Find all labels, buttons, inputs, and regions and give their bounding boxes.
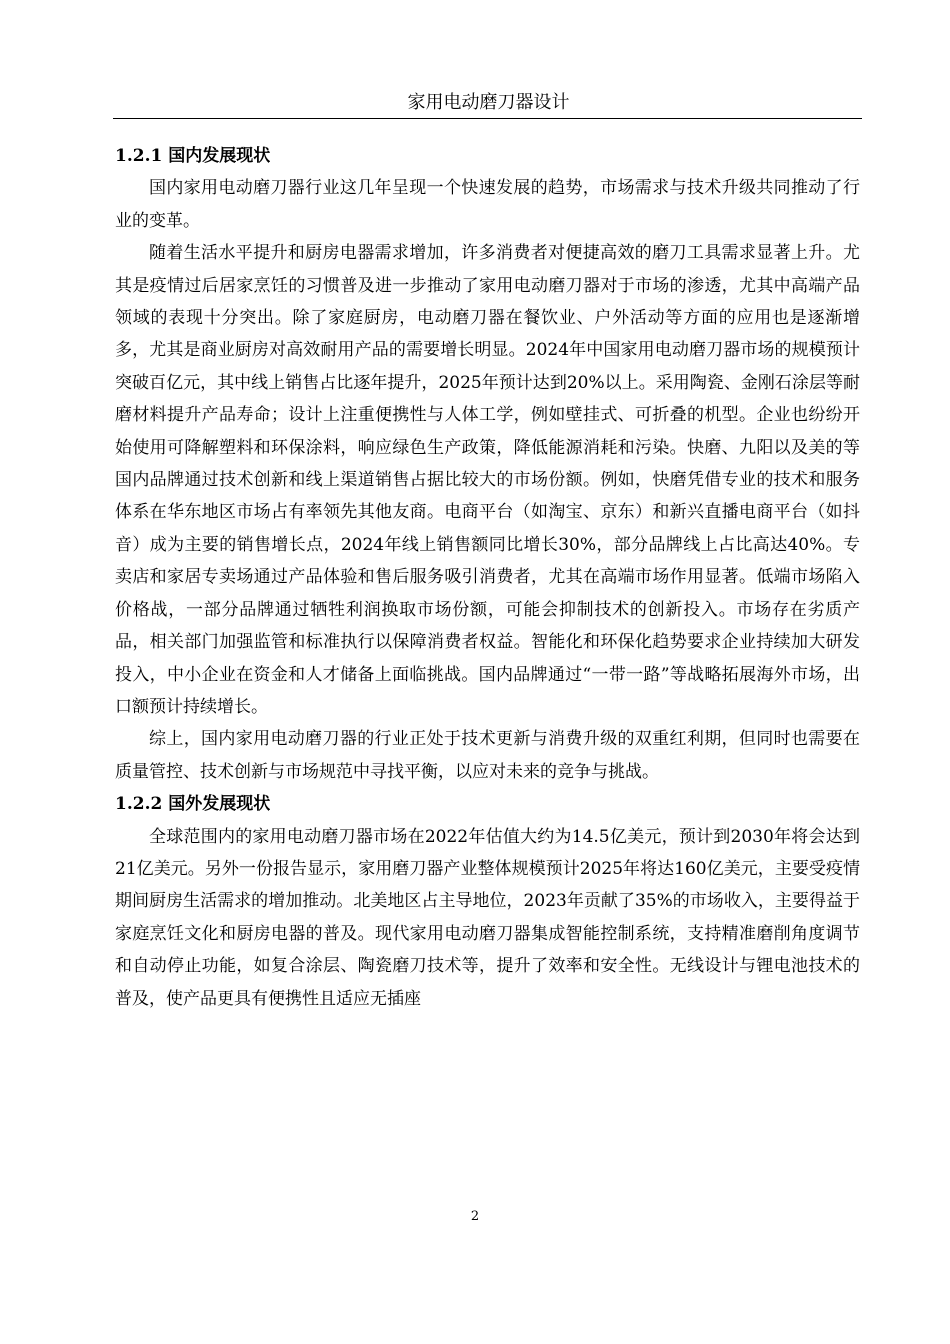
- page-number: 2: [470, 1209, 480, 1224]
- document-body: [115, 140, 860, 1015]
- section-heading-domestic: 1.2.1 国内发展现状: [115, 146, 271, 166]
- section-heading-foreign: 1.2.2 国外发展现状: [115, 794, 271, 815]
- paragraph: 综上，国内家用电动磨刀器的行业正处于技术更新与消费升级的双重红利期，但同时也需要在质量管控、技术创新与市场规范中寻找平衡，以应对未来的竞争与挑战。: [115, 729, 860, 782]
- paragraph: 全球范围内的家用电动磨刀器市场在2022年估值大约为14.5亿美元，预计到2030年将会达到21亿美元。另外一份报告显示，家用磨刀器产业整体规模预计2025年将达160亿美元，主要受疫情期间厨房生活需求的增加推动。北美地区占主导地位，2023年贡献了35%的市场收入，主要得益于家庭烹饪文化和厨房电器的普及。现代家用电动磨刀器集成智能控制系统，支持精准磨削角度调节和自动停止功能，如复合涂层、陶瓷磨刀技术等，提升了效率和安全性。无线设计与锂电池技术的普及，使产品更具有便携性且适应无插座: [115, 826, 860, 1009]
- running-header-title: 家用电动磨刀器设计: [407, 92, 570, 113]
- paragraph: 国内家用电动磨刀器行业这几年呈现一个快速发展的趋势，市场需求与技术升级共同推动了行业的变革。: [115, 178, 860, 231]
- header-rule: [113, 118, 862, 119]
- paragraph: 随着生活水平提升和厨房电器需求增加，许多消费者对便捷高效的磨刀工具需求显著上升。尤其是疫情过后居家烹饪的习惯普及进一步推动了家用电动磨刀器对于市场的渗透，尤其中高端产品领域的表现十分突出。除了家庭厨房，电动磨刀器在餐饮业、户外活动等方面的应用也是逐渐增多，尤其是商业厨房对高效耐用产品的需要增长明显。2024年中国家用电动磨刀器市场的规模预计突破百亿元，其中线上销售占比逐年提升，2025年预计达到20%以上。采用陶瓷、金刚石涂层等耐磨材料提升产品寿命；设计上注重便携性与人体工学，例如壁挂式、可折叠的机型。企业也纷纷开始使用可降解塑料和环保涂料，响应绿色生产政策，降低能源消耗和污染。快磨、九阳以及美的等国内品牌通过技术创新和线上渠道销售占据比较大的市场份额。例如，快磨凭借专业的技术和服务体系在华东地区市场占有率领先其他友商。电商平台（如淘宝、京东）和新兴直播电商平台（如抖音）成为主要的销售增长点，2024年线上销售额同比增长30%，部分品牌线上占比高达40%。专卖店和家居专卖场通过产品体验和售后服务吸引消费者，尤其在高端市场作用显著。低端市场陷入价格战，一部分品牌通过牺牲利润换取市场份额，可能会抑制技术的创新投入。市场存在劣质产品，相关部门加强监管和标准执行以保障消费者权益。智能化和环保化趋势要求企业持续加大研发投入，中小企业在资金和人才储备上面临挑战。国内品牌通过“一带一路”等战略拓展海外市场，出口额预计持续增长。: [115, 243, 860, 717]
